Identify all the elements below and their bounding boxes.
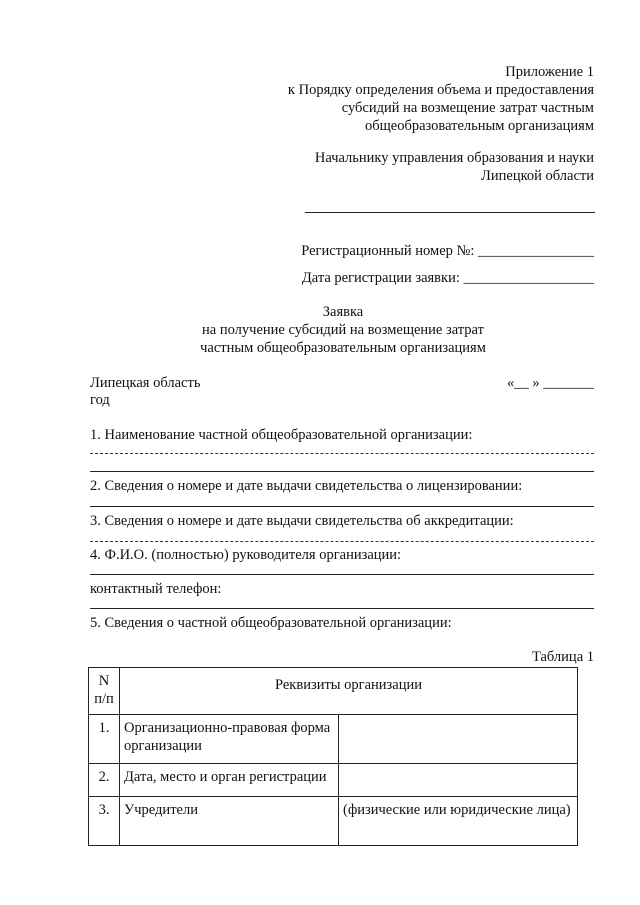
item-4-label: 4. Ф.И.О. (полностью) руководителя организации: [90,547,402,563]
table-header-title: Реквизиты организации [120,668,578,715]
phone-fill-line [90,608,594,609]
table-row-name: Дата, место и орган регистрации [120,764,339,797]
date-field: «__ » _______ [507,375,594,391]
requisites-table [88,667,578,846]
table-caption: Таблица 1 [531,649,594,665]
item-1-fill-line-2 [90,471,594,472]
appendix-line-1: Приложение 1 [505,64,594,80]
table-row-num: 1. [89,715,120,764]
item-3-label: 3. Сведения о номере и дате выдачи свидетельства об аккредитации: [90,513,514,529]
table-row-value [339,764,578,797]
addressee-signature-line [305,212,595,213]
year-label: год [90,392,110,408]
appendix-line-3: субсидий на возмещение затрат частным [341,100,594,116]
table-row [89,764,578,797]
table-header-num: N п/п [89,668,120,715]
item-2-fill-line [90,506,594,507]
table-row-num: 3. [89,797,120,846]
registration-number-label: Регистрационный номер №: ________________ [301,243,594,259]
table-row-num: 2. [89,764,120,797]
table-row-name: Учредители [120,797,339,846]
item-2-label: 2. Сведения о номере и дате выдачи свидетельства о лицензировании: [90,478,523,494]
appendix-line-4: общеобразовательным организациям [364,118,594,134]
table-row [89,715,578,764]
item-1-fill-line-1 [90,453,594,454]
appendix-line-2: к Порядку определения объема и предоставления [287,82,594,98]
registration-date-label: Дата регистрации заявки: __________________ [301,270,594,286]
item-4-fill-line [90,574,594,575]
item-3-fill-line [90,541,594,542]
document-subtitle-2: частным общеобразовательным организациям [200,340,486,356]
phone-label: контактный телефон: [90,581,222,597]
table-row-name: Организационно-правовая форма организации [120,715,339,764]
table-row [89,797,578,846]
item-5-label: 5. Сведения о частной общеобразовательной организации: [90,615,452,631]
item-1-label: 1. Наименование частной общеобразовательной организации: [90,427,473,443]
document-subtitle-1: на получение субсидий на возмещение затрат [202,322,484,338]
place-label: Липецкая область [90,375,201,391]
table-row-value [339,715,578,764]
table-header-row [89,668,578,715]
document-title: Заявка [322,304,364,320]
table-row-value: (физические или юридические лица) [339,797,578,846]
addressee-line-2: Липецкой области [481,168,594,184]
addressee-line-1: Начальнику управления образования и науки [314,150,594,166]
